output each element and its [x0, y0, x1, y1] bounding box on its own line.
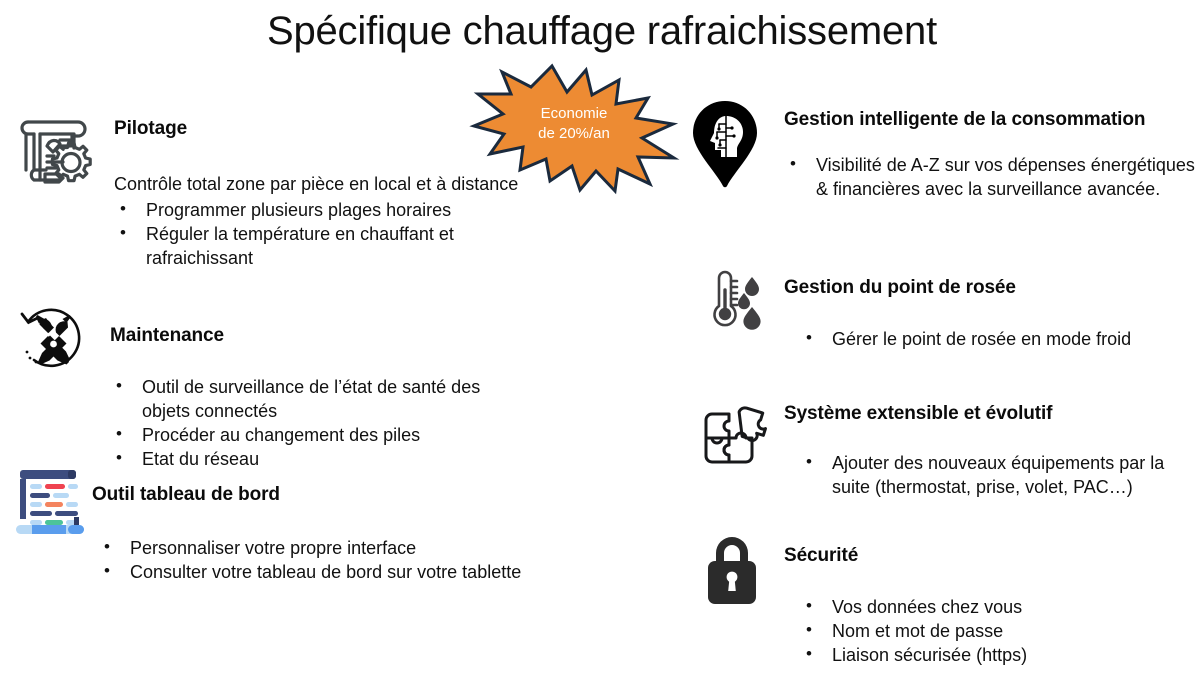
feature-smart-management-heading: Gestion intelligente de la consommation — [784, 109, 1146, 130]
feature-dashboard-heading: Outil tableau de bord — [92, 484, 280, 505]
feature-dashboard-bullets — [92, 537, 522, 585]
feature-extensible-system-heading: Système extensible et évolutif — [784, 403, 1053, 424]
list-item: • Outil de surveillance de l’état de santé des objets connectés — [110, 376, 530, 424]
feature-smart-management-body — [784, 108, 1204, 202]
feature-pilotage-bullets — [114, 199, 534, 271]
list-item: • Visibilité de A-Z sur vos dépenses énergétiques & financières avec la surveillance avancée. — [784, 154, 1204, 202]
starburst-line-1: Economie — [540, 105, 608, 122]
list-item: • Nom et mot de passe — [800, 620, 1204, 644]
wrench-refresh-icon — [12, 300, 92, 376]
feature-pilotage-heading: Pilotage — [114, 118, 188, 139]
list-item: • Etat du réseau — [110, 448, 530, 472]
page-title: Spécifique chauffage rafraichissement — [266, 9, 938, 53]
feature-security-body — [784, 544, 1204, 668]
list-item: • Personnaliser votre propre interface — [98, 537, 522, 561]
feature-smart-management-bullets — [784, 154, 1204, 202]
blueprint-gear-icon — [14, 110, 98, 190]
thermometer-droplets-icon — [704, 266, 774, 336]
feature-dashboard-body — [92, 483, 522, 585]
list-item: • Ajouter des nouveaux équipements par la suite (thermostat, prise, volet, PAC…) — [800, 452, 1204, 500]
feature-dew-point-body — [784, 276, 1204, 352]
feature-maintenance-heading: Maintenance — [110, 325, 224, 346]
feature-maintenance-body — [110, 324, 530, 472]
list-item: • Vos données chez vous — [800, 596, 1204, 620]
list-item: • Réguler la température en chauffant et rafraichissant — [114, 223, 534, 271]
right-column — [676, 92, 1204, 682]
feature-extensible-system-bullets — [784, 452, 1204, 500]
feature-maintenance-bullets — [110, 376, 530, 472]
list-item: • Programmer plusieurs plages horaires — [114, 199, 534, 223]
padlock-icon — [694, 528, 770, 608]
feature-pilotage-body — [114, 117, 534, 271]
list-item: • Gérer le point de rosée en mode froid — [800, 328, 1204, 352]
feature-dew-point-bullets — [784, 328, 1204, 352]
brain-map-pin-icon — [686, 98, 764, 190]
feature-security-bullets — [784, 596, 1204, 668]
starburst-line-2: de 20%/an — [538, 125, 610, 143]
feature-security-heading: Sécurité — [784, 545, 859, 566]
list-item: • Liaison sécurisée (https) — [800, 644, 1204, 668]
puzzle-pieces-icon — [694, 398, 778, 474]
list-item: • Procéder au changement des piles — [110, 424, 530, 448]
feature-dew-point-heading: Gestion du point de rosée — [784, 277, 1016, 298]
list-item: • Consulter votre tableau de bord sur votre tablette — [98, 561, 522, 585]
left-column — [0, 100, 540, 680]
dashboard-board-icon — [12, 465, 88, 535]
feature-extensible-system-body — [784, 402, 1204, 500]
feature-pilotage-lead: Contrôle total zone par pièce en local et à distance — [114, 174, 519, 195]
